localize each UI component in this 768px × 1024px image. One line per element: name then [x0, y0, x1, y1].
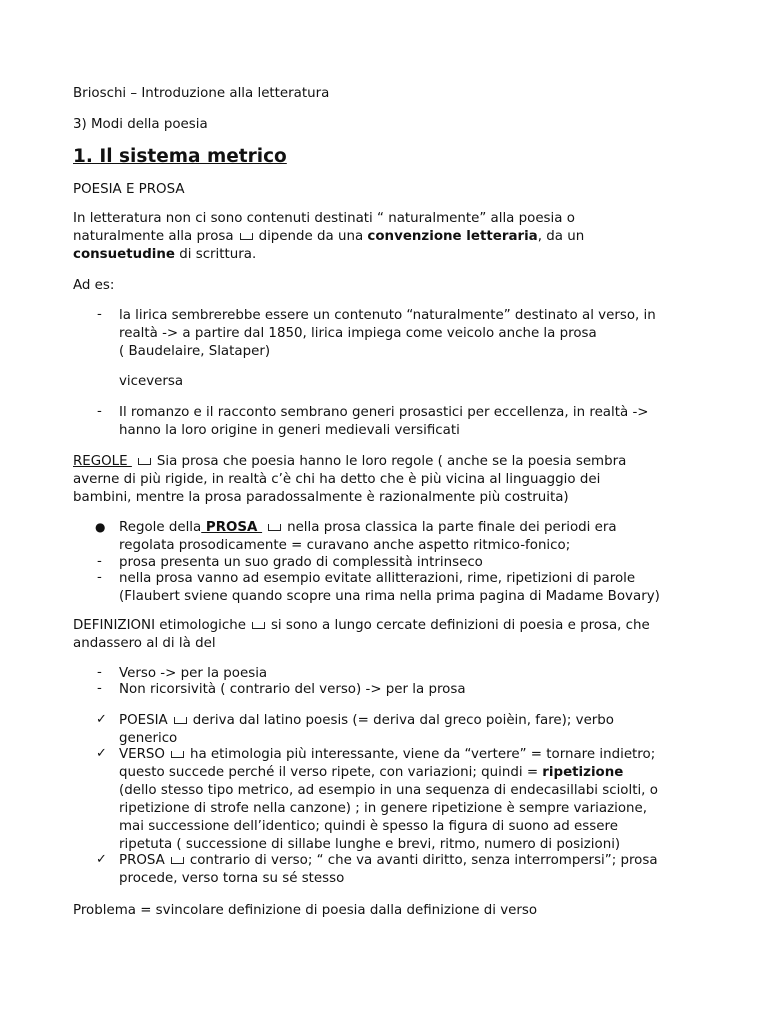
list-item-line: realtà -> a partire dal 1850, lirica impiega come veicolo anche la prosa	[119, 326, 597, 341]
paragraph-line	[73, 228, 703, 246]
text-span: PROSA	[119, 853, 165, 868]
text-span: deriva dal latino poesis (= deriva dal greco poièin, fare); verbo	[192, 713, 615, 728]
text-span: naturalmente alla prosa	[73, 229, 234, 244]
list-item-line: hanno la loro origine in generi medievali versificati	[119, 423, 460, 438]
list-item: Non ricorsività ( contrario del verso) -> per la prosa	[119, 682, 466, 697]
glyph-placeholder-icon	[268, 524, 281, 531]
text-span: Regole della	[119, 520, 202, 535]
list-item	[119, 570, 709, 606]
dash-bullet: -	[97, 307, 102, 322]
ad-es-label: Ad es:	[73, 278, 115, 293]
list-item-line: la lirica sembrerebbe essere un contenuto “naturalmente” destinato al verso, in	[119, 308, 656, 323]
text-span: ha etimologia più interessante, viene da “vertere” = tornare indietro;	[189, 747, 656, 762]
text-span: , da un	[537, 229, 585, 244]
checkmark-icon: ✓	[96, 712, 107, 727]
paragraph-line: bambini, mentre la prosa paradossalmente è razionalmente più costruita)	[73, 490, 569, 505]
list-item-line: mai successione dell’identico; quindi è spesso la figura di suono ad essere	[119, 819, 618, 834]
paragraph-line: andassero al di là del	[73, 636, 216, 651]
glyph-placeholder-icon	[171, 751, 184, 758]
bold-text: consuetudine	[73, 247, 175, 262]
dash-bullet: -	[97, 681, 102, 696]
paragraph-line	[73, 246, 703, 264]
bold-text: convenzione letteraria	[367, 229, 538, 244]
list-item-line: procede, verso torna su sé stesso	[119, 871, 345, 886]
list-item-line: Il romanzo e il racconto sembrano generi prosastici per eccellenza, in realtà ->	[119, 405, 649, 420]
paragraph-line: Problema = svincolare definizione di poesia dalla definizione di verso	[73, 903, 538, 918]
subheader-line: 3) Modi della poesia	[73, 117, 208, 132]
list-item-line: (dello stesso tipo metrico, ad esempio in una sequenza di endecasillabi sciolti, o	[119, 783, 658, 798]
section-title: 1. Il sistema metrico	[73, 146, 287, 167]
list-item-line	[119, 852, 709, 870]
viceversa-text: viceversa	[119, 374, 184, 389]
text-span: VERSO	[119, 747, 165, 762]
text-span: questo succede perché il verso ripete, con variazioni; quindi =	[119, 765, 543, 780]
list-item	[119, 712, 709, 748]
text-span: dipende da una	[258, 229, 368, 244]
glyph-placeholder-icon	[240, 233, 253, 240]
list-item-line	[119, 746, 709, 764]
list-item-line: ( Baudelaire, Slataper)	[119, 344, 271, 359]
text-span: Sia prosa che poesia hanno le loro regole ( anche se la poesia sembra	[156, 454, 627, 469]
glyph-placeholder-icon	[174, 717, 187, 724]
list-item-line	[119, 519, 709, 537]
header-line: Brioschi – Introduzione alla letteratura	[73, 86, 330, 101]
list-item-line: (Flaubert sviene quando scopre una rima nella prima pagina di Madame Bovary)	[119, 589, 660, 604]
list-item-line	[119, 712, 709, 730]
checkmark-icon: ✓	[96, 746, 107, 761]
list-item-line: ripetuta ( successione di sillabe lunghe e brevi, ritmo, numero di posizioni)	[119, 837, 621, 852]
glyph-placeholder-icon	[171, 857, 184, 864]
list-item	[119, 519, 709, 555]
bold-underlined-text: PROSA	[201, 520, 263, 535]
text-span: contrario di verso; “ che va avanti diritto, senza interrompersi”; prosa	[189, 853, 658, 868]
text-span: di scrittura.	[174, 247, 257, 262]
list-item	[119, 852, 709, 888]
dash-bullet: -	[97, 570, 102, 585]
list-item: prosa presenta un suo grado di complessità intrinseco	[119, 555, 483, 570]
list-item	[119, 746, 709, 854]
paragraph-line	[73, 617, 703, 635]
paragraph-line: averne di più rigide, in realtà c’è chi ha detto che è più vicina al linguaggio dei	[73, 472, 601, 487]
text-span: nella prosa classica la parte finale dei periodi era	[287, 520, 617, 535]
dash-bullet: -	[97, 554, 102, 569]
list-item-line: generico	[119, 731, 178, 746]
list-item-line: nella prosa vanno ad esempio evitate allitterazioni, rime, ripetizioni di parole	[119, 571, 636, 586]
list-item: Verso -> per la poesia	[119, 666, 268, 681]
section-label: POESIA E PROSA	[73, 182, 185, 197]
dash-bullet: -	[97, 665, 102, 680]
underlined-label: REGOLE	[73, 454, 132, 469]
glyph-placeholder-icon	[252, 622, 265, 629]
round-bullet-icon: ●	[95, 520, 106, 534]
dash-bullet: -	[97, 404, 102, 419]
list-item	[119, 404, 709, 440]
list-item	[119, 307, 709, 361]
paragraph-line: In letteratura non ci sono contenuti destinati “ naturalmente” alla poesia o	[73, 211, 575, 226]
list-item-line: regolata prosodicamente = curavano anche aspetto ritmico-fonico;	[119, 538, 571, 553]
list-item-line	[119, 764, 709, 782]
text-span: POESIA	[119, 713, 168, 728]
list-item-line: ripetizione di strofe nella canzone) ; in genere ripetizione è sempre variazione,	[119, 801, 647, 816]
text-span: DEFINIZIONI etimologiche	[73, 618, 246, 633]
checkmark-icon: ✓	[96, 852, 107, 867]
bold-text: ripetizione	[542, 765, 624, 780]
text-span: si sono a lungo cercate definizioni di poesia e prosa, che	[270, 618, 650, 633]
paragraph-line	[73, 453, 703, 471]
glyph-placeholder-icon	[138, 458, 151, 465]
